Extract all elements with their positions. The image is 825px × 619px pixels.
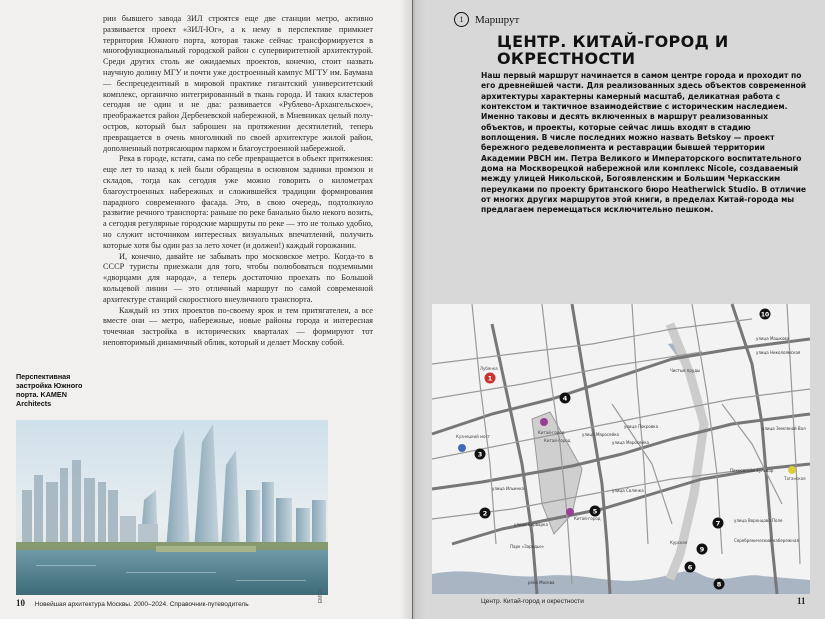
metro-purple-icon xyxy=(566,508,574,516)
metro-label: Кузнецкий мост xyxy=(456,434,491,439)
street-label: улица Машкова xyxy=(756,336,790,341)
metro-purple-icon xyxy=(540,418,548,426)
street-label: улица Маросейка xyxy=(612,440,649,445)
running-footer: Новейшая архитектура Москвы. 2000–2024. Справочник-путеводитель xyxy=(34,601,249,608)
left-footer xyxy=(16,598,249,608)
route-marker-label: 8 xyxy=(716,580,722,589)
street-label: Покровский бульвар xyxy=(730,468,774,473)
metro-label: Китай-город xyxy=(574,516,601,521)
section-number: 1 xyxy=(454,12,469,27)
photo-credit: EMEA xyxy=(318,589,324,604)
route-marker-label: 6 xyxy=(687,563,693,572)
street-label: река Москва xyxy=(528,580,555,585)
right-page-number-wrap xyxy=(797,596,806,606)
metro-label: Лубянка xyxy=(480,366,498,371)
route-marker-label: 7 xyxy=(715,519,721,528)
route-marker-label: 10 xyxy=(760,311,770,319)
metro-label: Китай-город xyxy=(538,430,565,435)
page-number: 11 xyxy=(797,596,806,606)
street-label: улица Ильинка xyxy=(492,486,524,491)
street-label: Чистые пруды xyxy=(670,368,701,373)
section-label: Маршрут xyxy=(475,13,520,26)
paragraph: И, конечно, давайте не забывать про московское метро. Когда-то в СССР туристы приезжали для того, чтобы полюбоваться подземными «дворцами для народа», а теперь достаточно проехать по Большой кольцевой линии — это отличный маршрут по самой современной архитектуре станций скоростного внеуличного транспорта. xyxy=(103,251,373,304)
route-marker-label: 9 xyxy=(699,545,705,554)
street-label: улица Николоямская xyxy=(756,350,801,355)
street-label: улица Земляной Вал xyxy=(762,426,806,431)
street-label: Серебрянический набережная xyxy=(734,538,799,543)
metro-label: Таганская xyxy=(784,476,806,481)
paragraph: Каждый из этих проектов по-своему ярок и тем притягателен, а все вместе они — метро, набережные, новые районы города и интересная точечная застройка в исторических кварталах — формируют тот неповторимый динамичный облик, который и делает Москву собой. xyxy=(103,305,373,347)
route-marker-label: 5 xyxy=(592,507,598,516)
metro-yellow-icon xyxy=(788,466,796,474)
route-marker-label: 4 xyxy=(562,394,568,403)
photo-caption: Перспективная застройка Южного порта. KAMEN Architects xyxy=(16,372,83,408)
paragraph: Река в городе, кстати, сама по себе превращается в объект притяжения: еще лет то назад к ней были обращены в основном задники промзон и складов, тогда как сегодня уже можно говорить о километрах благоустроенных набережных и сложившейся традиции формирования парадного современного фасада. Это, в свою очередь, подтолкнуло развитие речного транспорта: раньше по реке банально было некого возить, а сегодня регулярные городские маршруты по реке — это не только удобно, но служит источником интересных визуальных впечатлений, получить которые хотя бы один раз за лето хочет (и должен!) каждый горожанин. xyxy=(103,154,373,250)
section-heading xyxy=(454,12,519,27)
right-footer xyxy=(481,598,584,605)
body-text xyxy=(103,14,373,349)
street-label: улица Солянка xyxy=(612,488,644,493)
metro-label: Китай-город xyxy=(544,438,571,443)
street-label: улица Воронцово Поле xyxy=(734,518,783,523)
skyline-illustration xyxy=(16,420,328,595)
street-label: Парк «Зарядье» xyxy=(510,544,545,549)
paragraph: рии бывшего завода ЗИЛ строятся еще две станции метро, активно развивается проект «ЗИЛ-Юг», а к нему в перспективе примкнет территория Южного порта, которая также сейчас трансформируется в многофункциональный городской район с супервиритетной архитектурой. Среди других столь же ожидаемых проектов, конечно, стоит назвать научную долину МГУ и почти уже достроенный кампус МГТУ им. Баумана — беспрецедентный в мировой практике гигантский университетский комплекс, органично интегрированный в ткань города. И таких кластеров сегодня не один и не два: развивается «Рублево-Архангельское», преображается район Дербеневской набережной, в Мневниках целый полуостров, который был заброшен на протяжении десятилетий, теперь превращается в очень многоликий по своей архитектуре жилой район, дополненный потрясающим парком и благоустроенной набережной. xyxy=(103,14,373,153)
metro-label: Курская xyxy=(670,540,688,545)
route-map xyxy=(432,304,810,594)
street-label: улица Варварка xyxy=(514,522,548,527)
street-label: улица Покровка xyxy=(624,424,659,429)
street-label: улица Маросейка xyxy=(582,432,619,437)
route-title: ЦЕНТР. КИТАЙ-ГОРОД И ОКРЕСТНОСТИ xyxy=(497,32,729,68)
metro-blue-icon xyxy=(458,444,466,452)
route-marker-label: 1 xyxy=(487,374,493,383)
running-footer: Центр. Китай-город и окрестности xyxy=(481,598,584,605)
left-page xyxy=(0,0,412,619)
page-number: 10 xyxy=(16,598,25,608)
route-marker-label: 2 xyxy=(482,509,488,518)
route-marker-label: 3 xyxy=(477,450,483,459)
route-lead: Наш первый маршрут начинается в самом центре города и проходит по его древнейшей части. Для реализованных здесь объектов современной архитектуры характерны камерный масштаб, деликатная работа с контекстом и тактичное взаимодействие с историческим наследием. Именно таковы и десять включенных в маршрут реализованных объектов, и проекты, которые сейчас лишь входят в стадию воплощения. В числе последних можно назвать Betskoy — проект бережного редевелопмента и реставрации бывшей территории Академии РВСН им. Петра Великого и Императорского воспитательного дома на Москворецкой набережной или комплекс Nicole, создаваемый между улицей Никольской, Богоявленским и Большим Черкасским переулками по проекту британского бюро Heatherwick Studio. В отличие от многих других маршрутов этой книги, в пределах Китай-города мы предлагаем перемещаться исключительно пешком. xyxy=(481,71,807,215)
